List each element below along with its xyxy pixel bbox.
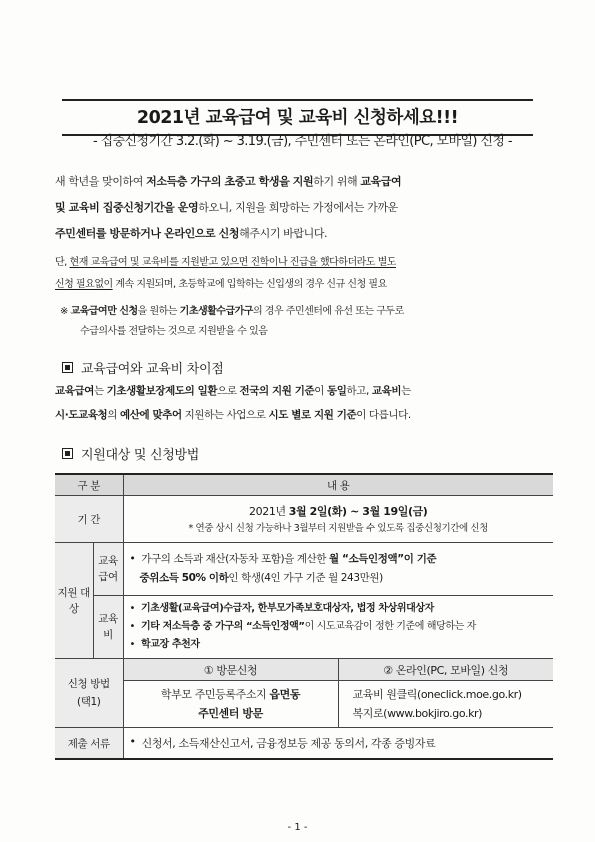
text-bold: • 학교장 추천자	[141, 639, 200, 650]
edu-benefit-line-1	[124, 550, 554, 569]
text: 가구의 소득과 재산(자동차 포함)을 계산한	[141, 553, 330, 565]
table-header-row	[55, 474, 553, 496]
text-bold: • 기초생활(교육급여)수급자, 한부모가족보호대상자, 법정 차상위대상자	[141, 603, 434, 614]
method1-title: ① 방문신청	[123, 659, 338, 681]
method1-cell	[123, 681, 338, 728]
intro-line-2	[55, 196, 550, 220]
text: 으로	[217, 385, 240, 397]
edu-cost-line-2	[124, 618, 554, 636]
intro-line-3	[55, 222, 550, 246]
text: 이	[314, 385, 327, 397]
text-bold: 시·도교육청	[55, 409, 108, 421]
edu-cost-line-3	[124, 636, 554, 654]
text-bold: 기타 저소득층 중 가구의	[141, 621, 246, 632]
intro-line-4	[55, 252, 396, 273]
text: 하고,	[346, 385, 372, 397]
text-bold: 저소득층 가구의 초중고 학생을 지원	[146, 175, 314, 188]
text-bold: 중위소득 50% 이하	[139, 572, 229, 584]
method1-line-2	[124, 704, 338, 723]
text-bold: 교육급여만 신청	[70, 306, 138, 317]
text: 계속 지원되며, 초등학교에 입학하는 신입생의 경우 신규 신청 필요	[112, 279, 387, 290]
text-bold: 교육비	[371, 385, 402, 397]
square-bullet-icon	[62, 448, 73, 459]
period-note: * 연중 상시 신청 가능하나 3월부터 지원받을 수 있도록 집중신청기간에 신청	[188, 522, 488, 534]
text: 2021년	[249, 504, 289, 518]
text: • 신청서, 소득재산신고서, 금융정보등 제공 동의서, 각종 증빙자료	[141, 737, 436, 750]
text-bold: 월 “소득인정액”이 기준	[329, 553, 437, 565]
table-row-method-header	[55, 659, 553, 681]
edu-benefit-cell	[123, 543, 553, 596]
text-bold: 및 교육비 집중신청기간을 운영	[55, 201, 199, 214]
page-subtitle: - 집중신청기간 3.2.(화) ~ 3.19.(금), 주민센터 또는 온라인(PC, 모바일) 신청 -	[93, 134, 512, 149]
text: 인 학생(4인 가구 기준 월 243만원)	[228, 572, 383, 584]
table-row-docs	[55, 728, 553, 760]
edu-benefit-label: 교육 급여	[93, 543, 123, 596]
method2-cell	[338, 681, 553, 728]
text-bold: 읍면동	[269, 688, 301, 701]
method2-line-1: 교육비 원클릭(oneclick.moe.go.kr)	[352, 688, 522, 701]
table-row-period	[55, 496, 553, 543]
title-box	[62, 99, 533, 136]
method2-line-2: 복지로(www.bokjiro.go.kr)	[352, 707, 483, 720]
text-underline: 신청 필요없이	[55, 279, 113, 290]
text: 새 학년을 맞이하여	[55, 175, 147, 188]
text-bold: 시도 별로 지원 기준	[268, 409, 357, 421]
text-bold: 3월 2일(화) ~ 3월 19일(금)	[288, 504, 428, 518]
docs-label: 제출 서류	[55, 728, 123, 760]
text: 는	[93, 385, 107, 397]
text-bold: 동일	[326, 385, 347, 397]
docs-line	[124, 735, 554, 751]
text: 해주시기 바랍니다.	[239, 227, 328, 240]
table-row-method-content	[55, 681, 553, 728]
section2-heading	[62, 444, 199, 463]
section1-heading	[62, 358, 224, 377]
note-line-1	[60, 301, 404, 322]
text-underline: 현재 교육급여 및 교육비를 지원받고 있으면 진학이나 진급을 했다하더라도 별도	[69, 257, 396, 268]
intro-line-5	[55, 274, 387, 295]
page-title: 2021년 교육급여 및 교육비 신청하세요!!!	[136, 108, 459, 128]
edu-benefit-line-2	[124, 569, 554, 588]
text-bold: 교육급여	[360, 175, 402, 188]
square-bullet-icon	[62, 362, 73, 373]
docs-cell	[123, 728, 553, 760]
text: 는	[401, 385, 411, 397]
header-content: 내 용	[123, 474, 553, 496]
period-cell	[123, 496, 553, 543]
edu-cost-cell	[123, 596, 553, 659]
text: 지원하는 사업으로	[181, 409, 269, 421]
text: ※	[60, 306, 71, 317]
text-bold: 교육급여	[55, 385, 94, 397]
edu-cost-line-1	[124, 600, 554, 618]
intro-line-1	[55, 170, 550, 194]
section1-line-2	[55, 403, 550, 427]
edu-cost-label: 교육 비	[93, 596, 123, 659]
section1-line-1	[55, 379, 550, 403]
text-bold: 주민센터를 방문하거나 온라인으로 신청	[55, 227, 240, 240]
period-label: 기 간	[55, 496, 123, 543]
table-row-edu-benefit	[55, 543, 553, 596]
method2-title: ② 온라인(PC, 모바일) 신청	[338, 659, 553, 681]
support-table	[55, 473, 553, 760]
method1-line-1	[124, 685, 338, 704]
text-bold: “소득인정액”	[245, 621, 305, 632]
text: 이 시도교육감이 정한 기준에 해당하는 자	[304, 621, 476, 632]
period-main	[124, 503, 554, 521]
text: 을 원하는	[137, 306, 180, 317]
text-bold: 기초생활보장제도의 일환	[106, 385, 218, 397]
text: 하기 위해	[313, 175, 361, 188]
text: 학부모 주민등록주소지	[160, 688, 270, 701]
text-bold: 예산에 맞추어	[120, 409, 182, 421]
text: 단,	[55, 257, 70, 268]
text-bold: 주민센터 방문	[198, 707, 263, 720]
note-line-2: 수급의사를 전달하는 것으로 지원받을 수 있음	[80, 326, 268, 337]
text: 의	[107, 409, 120, 421]
section1-heading-text: 교육급여와 교육비 차이점	[81, 362, 224, 377]
text-bold: 전국의 지원 기준	[239, 385, 315, 397]
text-bold: 기초생활수급가구	[179, 306, 253, 317]
table-row-edu-cost	[55, 596, 553, 659]
section2-heading-text: 지원대상 및 신청방법	[81, 448, 199, 463]
method-label: 신청 방법 (택1)	[55, 659, 123, 728]
text: 의 경우 주민센터에 유선 또는 구두로	[252, 306, 404, 317]
text: 하오니, 지원을 희망하는 가정에서는 가까운	[198, 201, 398, 214]
target-label: 지원 대상	[55, 543, 93, 659]
page-number: - 1 -	[287, 822, 308, 833]
header-category: 구 분	[55, 474, 123, 496]
text: 이 다릅니다.	[356, 409, 411, 421]
